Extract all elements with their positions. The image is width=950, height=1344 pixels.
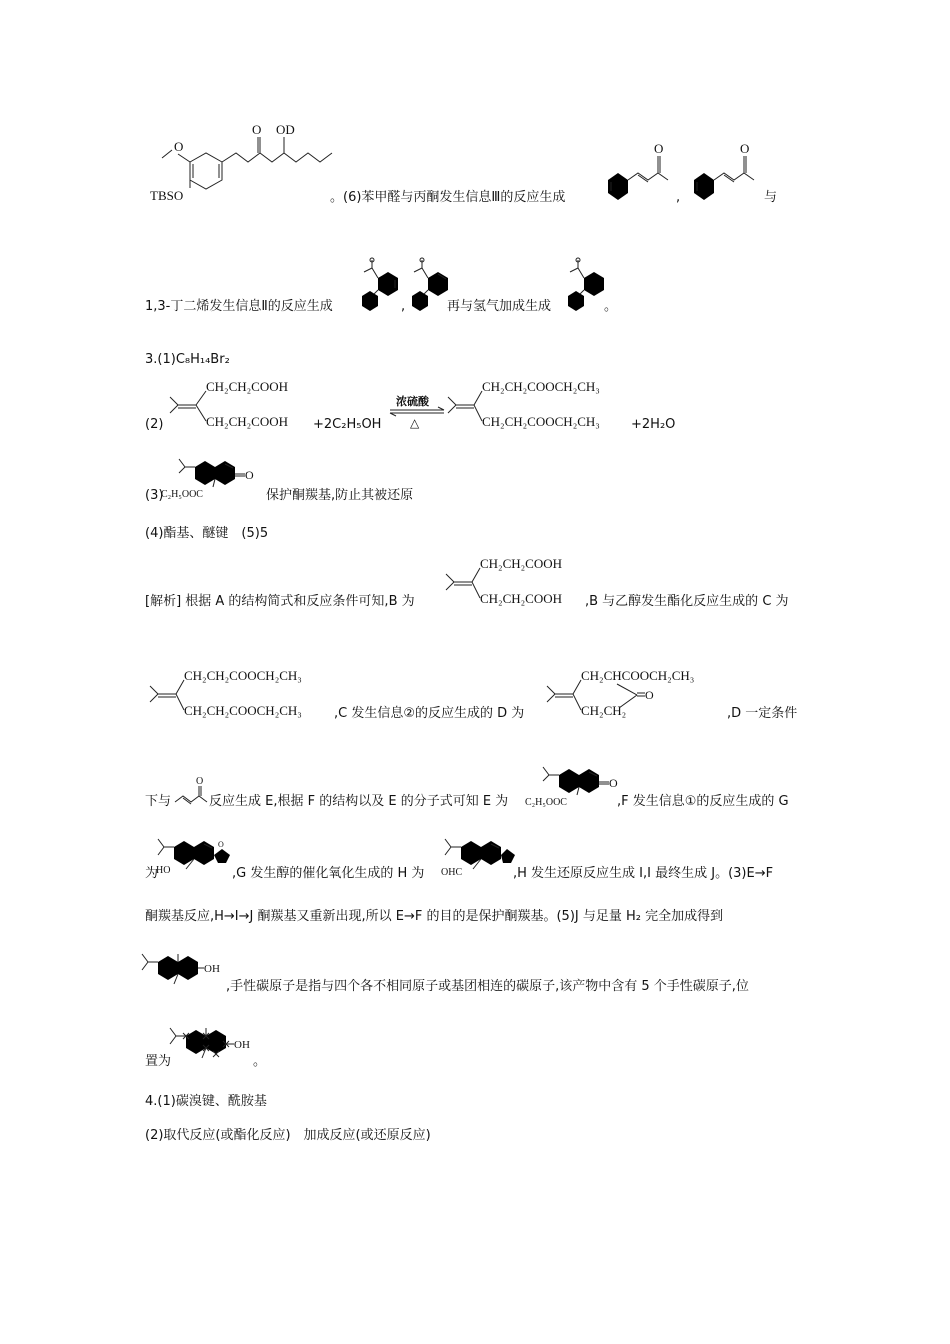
explanation-4c: ,H 发生还原反应生成 I,I 最终生成 J。(3)E→F — [513, 866, 774, 881]
compound-g-structure — [156, 833, 232, 883]
explanation-1b: ,B 与乙醇发生酯化反应生成的 C 为 — [585, 594, 789, 609]
q3-3-text: 保护酮羰基,防止其被还原 — [266, 488, 414, 503]
compound-b-structure — [444, 552, 584, 610]
svg-text:O: O — [609, 776, 618, 790]
svg-text:CH₂CH₂COOCH₂CH₃: CH₂CH₂COOCH₂CH₃ — [482, 414, 600, 429]
saturated-alcohol-structure — [140, 948, 230, 998]
q3-1: 3.(1)C₈H₁₄Br₂ — [145, 352, 230, 367]
svg-text:浓硫酸: 浓硫酸 — [396, 396, 429, 408]
svg-text:C₂H₅OOC: C₂H₅OOC — [525, 797, 567, 808]
cyclohexene-product-1 — [354, 258, 402, 318]
compound-h-structure — [439, 833, 515, 883]
explanation-4a: 为 — [145, 866, 159, 881]
methyl-vinyl-ketone — [173, 776, 209, 810]
q3-45: (4)酯基、醚键 (5)5 — [145, 526, 269, 541]
svg-text:OH: OH — [204, 963, 220, 975]
svg-text:O: O — [196, 776, 204, 787]
compound-e-structure-2 — [525, 763, 625, 813]
hydrogenation-text: 再与氢气加成生成 — [447, 299, 552, 314]
svg-text:CH₂CH₂COOCH₂CH₃: CH₂CH₂COOCH₂CH₃ — [482, 379, 600, 394]
svg-text:HO: HO — [156, 865, 171, 876]
enone-structure-1 — [600, 140, 680, 205]
svg-text:O: O — [645, 688, 654, 702]
explanation-3b: 反应生成 E,根据 F 的结构以及 E 的分子式可知 E 为 — [209, 794, 509, 809]
svg-text:CH₂CH₂COOCH₂CH₃: CH₂CH₂COOCH₂CH₃ — [184, 668, 302, 683]
explanation-1a: [解析] 根据 A 的结构简式和反应条件可知,B 为 — [145, 594, 415, 609]
explanation-6: ,手性碳原子是指与四个各不相同原子或基团相连的碳原子,该产物中含有 5 个手性碳原子,位 — [226, 979, 749, 994]
comma: , — [401, 299, 406, 314]
svg-text:OHC: OHC — [441, 867, 463, 878]
svg-text:CH₂CH₂COOCH₂CH₃: CH₂CH₂COOCH₂CH₃ — [184, 703, 302, 718]
period: 。 — [253, 1054, 267, 1069]
svg-text:△: △ — [410, 416, 420, 430]
diacid-alkene — [168, 375, 313, 435]
tbso-ketone-structure — [148, 120, 338, 210]
explanation-3a: 下与 — [145, 794, 172, 809]
explanation-5: 酮羰基反应,H→I→J 酮羰基又重新出现,所以 E→F 的目的是保护酮羰基。(5)J 与足量 H₂ 完全加成得到 — [145, 909, 724, 924]
q4-1: 4.(1)碳溴键、酰胺基 — [145, 1094, 267, 1109]
q3-2-label: (2) — [145, 417, 164, 432]
svg-text:O: O — [740, 141, 750, 156]
diels-alder-text: 1,3-丁二烯发生信息Ⅱ的反应生成 — [145, 299, 333, 314]
svg-text:O: O — [174, 139, 184, 154]
svg-text:CH₂CH₂COOH: CH₂CH₂COOH — [480, 591, 563, 606]
svg-text:CH₂CH₂COOH: CH₂CH₂COOH — [206, 414, 289, 429]
svg-text:O: O — [218, 840, 224, 849]
q3-3-label: (3) — [145, 488, 164, 503]
chiral-centers-structure — [168, 1022, 258, 1072]
compound-e-structure — [161, 455, 261, 505]
word-yu: 与 — [764, 190, 778, 205]
cyclohexene-product-2 — [404, 258, 452, 318]
explanation-2a: ,C 发生信息②的反应生成的 D 为 — [334, 706, 525, 721]
explanation-4b: ,G 发生醇的催化氧化生成的 H 为 — [232, 866, 425, 881]
svg-text:OH: OH — [234, 1039, 250, 1051]
q4-2: (2)取代反应(或酯化反应) 加成反应(或还原反应) — [145, 1128, 431, 1143]
period: 。 — [604, 299, 618, 314]
svg-text:CH₂CH₂COOH: CH₂CH₂COOH — [480, 556, 563, 571]
reaction-arrow — [388, 393, 446, 433]
compound-d-structure — [545, 664, 730, 722]
svg-text:O: O — [654, 141, 664, 156]
svg-text:C₂H₅OOC: C₂H₅OOC — [161, 489, 203, 500]
svg-text:O: O — [252, 122, 262, 137]
enone-structure-2 — [686, 140, 766, 205]
explanation-3c: ,F 发生信息①的反应生成的 G — [617, 794, 789, 809]
explanation-7: 置为 — [145, 1054, 172, 1069]
answer-6-text: 。(6)苯甲醛与丙酮发生信息Ⅲ的反应生成 — [330, 190, 566, 205]
diester-alkene — [446, 375, 631, 435]
svg-text:OD: OD — [276, 122, 295, 137]
plus-ethanol: +2C₂H₅OH — [313, 417, 382, 432]
plus-water: +2H₂O — [631, 417, 676, 432]
svg-text:CH₂CHCOOCH₂CH₃: CH₂CHCOOCH₂CH₃ — [581, 668, 695, 683]
compound-c-structure — [148, 664, 333, 722]
explanation-2b: ,D 一定条件 — [727, 706, 798, 721]
svg-text:TBSO: TBSO — [150, 188, 184, 203]
cyclohexane-product — [560, 258, 608, 318]
comma: , — [676, 190, 681, 205]
svg-text:CH₂CH₂: CH₂CH₂ — [581, 703, 627, 718]
svg-text:CH₂CH₂COOH: CH₂CH₂COOH — [206, 379, 289, 394]
svg-text:O: O — [245, 468, 254, 482]
